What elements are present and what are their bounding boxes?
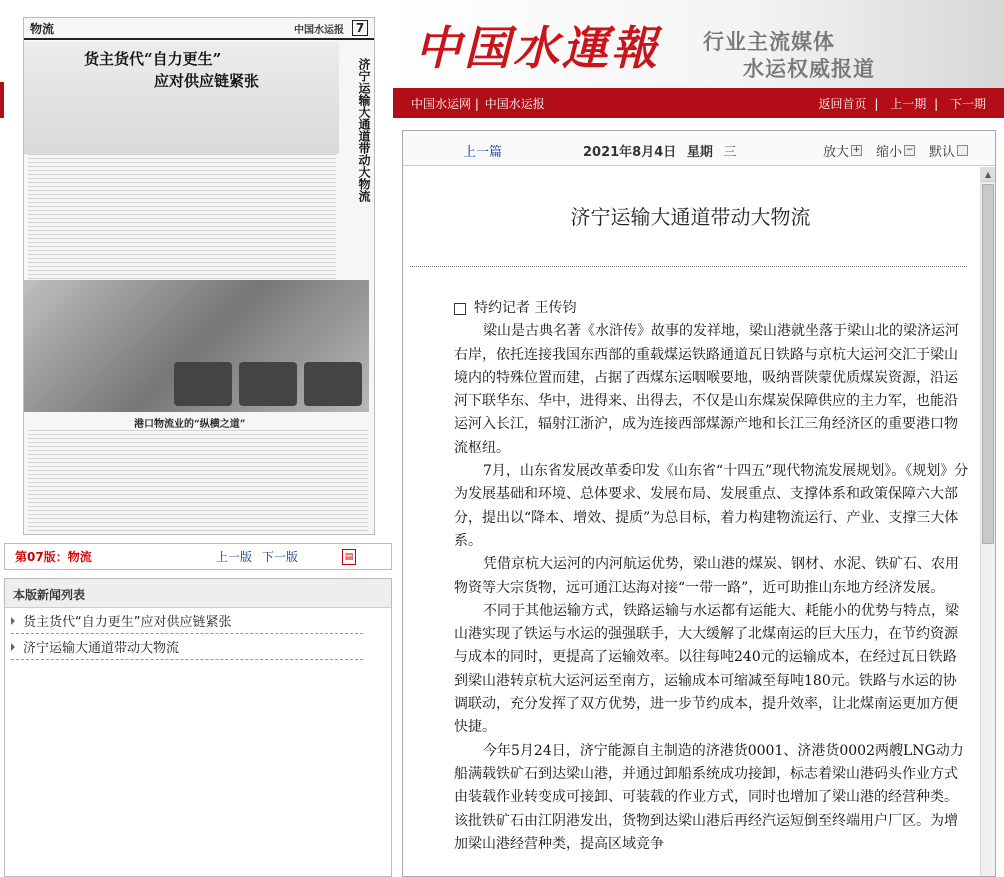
article-scrollbar[interactable] xyxy=(980,167,995,876)
site-link-water-transport-net[interactable]: 中国水运网 xyxy=(411,96,472,111)
article-content xyxy=(408,167,973,876)
page-news-list xyxy=(4,578,392,877)
newspaper-vertical-headline[interactable]: 济宁运输大通道带动大物流 xyxy=(357,58,371,202)
left-red-strip xyxy=(0,82,4,118)
byline-text: 特约记者 王传钧 xyxy=(474,300,577,316)
weekday-label: 星期 xyxy=(686,145,713,160)
news-list-header: 本版新闻列表 xyxy=(5,579,391,608)
left-column xyxy=(0,0,393,877)
zoom-default-button[interactable] xyxy=(929,141,968,160)
newspaper-subheadline[interactable]: 港口物流业的“纵横之道” xyxy=(134,419,246,430)
site-links xyxy=(411,95,545,112)
newspaper-section: 物流 xyxy=(30,21,55,36)
newspaper-headline-2[interactable]: 应对供应链紧张 xyxy=(154,72,260,90)
next-issue-link[interactable]: 下一期 xyxy=(949,96,986,111)
article-paragraph: 7月，山东省发展改革委印发《山东省“十四五”现代物流发展规划》。《规划》分为发展基础和环境、总体要求、发展布局、发展重点、支撑体系和政策保障六大部分，提出以“降本、增效、提质”为总目标，着力构建物流运行、产业、支撑三大体系。 xyxy=(454,463,969,549)
article-title: 济宁运输大通道带动大物流 xyxy=(570,205,811,229)
truck-shape xyxy=(304,362,362,406)
truck-shape xyxy=(174,362,232,406)
date-text: 2021年8月4日 xyxy=(583,145,677,160)
square-icon xyxy=(957,145,968,156)
scrollbar-thumb[interactable] xyxy=(982,184,994,544)
top-nav-bar xyxy=(393,88,1004,118)
newspaper-logo-small: 中国水运报 xyxy=(294,24,344,36)
triangle-bullet-icon xyxy=(11,617,15,625)
site-link-water-transport-paper[interactable]: 中国水运报 xyxy=(484,96,545,111)
home-link[interactable]: 返回首页 xyxy=(818,96,867,111)
news-list-item[interactable] xyxy=(11,608,363,634)
zoom-in-label: 放大 xyxy=(823,145,850,160)
article-paragraph: 凭借京杭大运河的内河航运优势，梁山港的煤炭、钢材、水泥、铁矿石、农用物资等大宗货物，远可通江达海对接“一带一路”，近可助推山东地方经济发展。 xyxy=(454,556,959,596)
next-page-link[interactable]: 下一版 xyxy=(261,550,298,564)
newspaper-page-number: 7 xyxy=(352,20,368,36)
article-body xyxy=(408,267,973,856)
newspaper-page-header xyxy=(24,18,374,40)
prev-issue-link[interactable]: 上一期 xyxy=(890,96,927,111)
zoom-out-label: 缩小 xyxy=(876,145,903,160)
site-header xyxy=(393,0,1004,88)
scroll-up-arrow-icon[interactable]: ▲ xyxy=(981,167,995,182)
article-toolbar xyxy=(403,131,995,166)
plus-icon: + xyxy=(852,145,861,155)
truck-shape xyxy=(239,362,297,406)
newspaper-truck-photo xyxy=(24,280,369,412)
issue-date xyxy=(583,141,736,160)
nav-separator: | xyxy=(874,96,879,111)
newspaper-text-columns xyxy=(28,154,336,279)
zoom-controls xyxy=(823,141,968,160)
prev-article-link[interactable]: 上一篇 xyxy=(463,145,503,160)
zoom-default-label: 默认 xyxy=(929,145,956,160)
article-panel xyxy=(402,130,996,877)
minus-icon: − xyxy=(905,145,914,155)
newspaper-page-thumbnail[interactable] xyxy=(23,17,375,535)
nav-separator: | xyxy=(474,96,479,111)
page-links xyxy=(216,548,304,565)
page-navigation-bar xyxy=(4,543,392,570)
news-list-item-label[interactable]: 济宁运输大通道带动大物流 xyxy=(23,641,180,656)
issue-links xyxy=(811,95,986,112)
pdf-icon[interactable]: ▤ xyxy=(342,549,356,565)
newspaper-text-columns-lower xyxy=(28,430,368,534)
triangle-bullet-icon xyxy=(11,643,15,651)
article-byline xyxy=(454,297,969,320)
article-paragraph: 不同于其他运输方式，铁路运输与水运都有运能大、耗能小的优势与特点，梁山港实现了铁运与水运的强强联手，大大缓解了北煤南运的巨大压力，在节约资源与成本的同时，更提高了运输效率。以往每吨240元的运输成本，在经过瓦日铁路到梁山港转京杭大运河运至南方，运输成本可缩减至每吨180元。铁路与水运的协调联动，充分发挥了双方优势，进一步节约成本，提升效率，让北煤南运更加方便快捷。 xyxy=(454,602,959,736)
article-paragraph: 今年5月24日，济宁能源自主制造的济港货0001、济港货0002两艘LNG动力船满载铁矿石到达梁山港，并通过卸船系统成功接卸，标志着梁山港码头作业方式由装载作业转变成可接卸、可装载的作业方式，同时也增加了梁山港的经营种类。该批铁矿石由江阴港发出，货物到达梁山港后再经汽运短倒至终端用户厂区。为增加梁山港经营种类，提高区域竞争 xyxy=(454,742,964,852)
checkbox-square-icon xyxy=(454,303,466,315)
site-logo[interactable]: 中国水運報 xyxy=(415,21,660,75)
news-list-item[interactable] xyxy=(11,634,363,660)
nav-separator: | xyxy=(934,96,939,111)
slogan-line-2: 水运权威报道 xyxy=(743,57,875,81)
edition-label[interactable]: 第07版：物流 xyxy=(15,550,92,564)
news-list-item-label[interactable]: 货主货代“自力更生”应对供应链紧张 xyxy=(23,615,232,630)
zoom-out-button[interactable] xyxy=(876,141,915,160)
prev-page-link[interactable]: 上一版 xyxy=(216,550,253,564)
weekday-value: 三 xyxy=(723,145,737,160)
slogan-line-1: 行业主流媒体 xyxy=(703,30,835,54)
zoom-in-button[interactable] xyxy=(823,141,862,160)
article-paragraph: 梁山是古典名著《水浒传》故事的发祥地，梁山港就坐落于梁山北的梁济运河右岸，依托连接我国东西部的重载煤运铁路通道瓦日铁路与京杭大运河交汇于梁山境内的特殊位置而建，占据了西煤东运咽喉要地，吸纳晋陕蒙优质煤炭资源，沿运河下联华东、华中，进得来、出得去，不仅是山东煤炭保障供应的主力军，也能沿运河入长江，辐射江浙沪，成为连接西部煤源产地和长江三角经济区的重要港口物流枢纽。 xyxy=(454,323,959,456)
newspaper-headline-1[interactable]: 货主货代“自力更生” xyxy=(84,50,222,68)
